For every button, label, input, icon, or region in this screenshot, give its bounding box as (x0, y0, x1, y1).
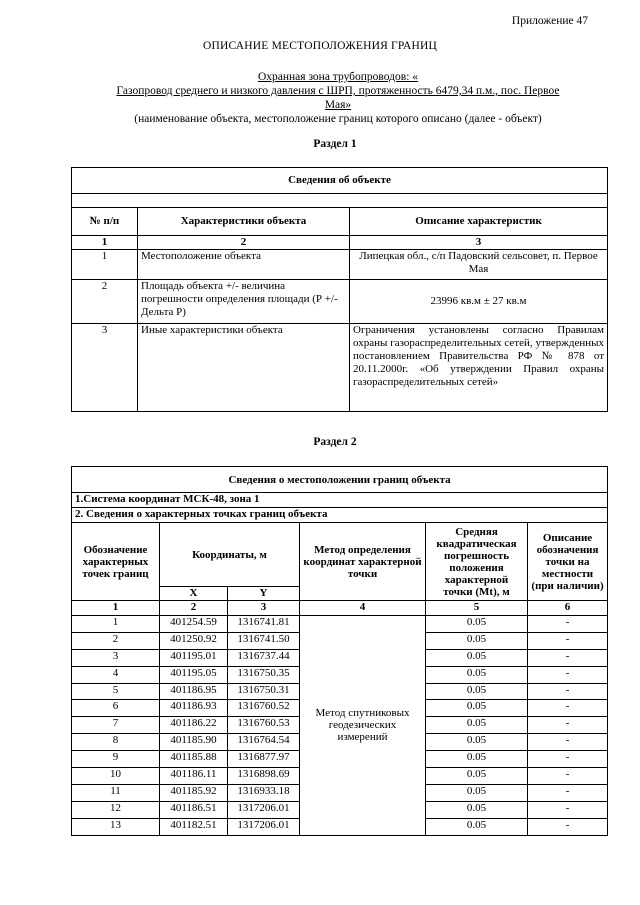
row-characteristic: Местоположение объекта (138, 250, 350, 280)
point-y: 1316741.50 (228, 632, 300, 649)
spacer-row (72, 194, 608, 208)
point-number: 7 (72, 717, 160, 734)
column-number: 1 (72, 601, 160, 616)
point-y: 1316877.97 (228, 751, 300, 768)
object-name-line-1: Охранная зона трубопроводов: « (257, 71, 419, 83)
point-x: 401186.93 (160, 700, 228, 717)
point-y: 1317206.01 (228, 801, 300, 818)
point-error: 0.05 (426, 632, 528, 649)
point-y: 1316898.69 (228, 768, 300, 785)
point-y: 1316737.44 (228, 649, 300, 666)
point-description: - (528, 649, 608, 666)
point-description: - (528, 700, 608, 717)
row-number: 3 (72, 324, 138, 412)
object-info-table (71, 167, 608, 412)
point-description: - (528, 801, 608, 818)
header-description: Описание характеристик (350, 208, 608, 236)
point-number: 8 (72, 734, 160, 751)
header-y: Y (228, 587, 300, 601)
point-description: - (528, 768, 608, 785)
point-y: 1316760.53 (228, 717, 300, 734)
column-number: 5 (426, 601, 528, 616)
point-x: 401182.51 (160, 818, 228, 835)
column-number: 2 (160, 601, 228, 616)
row-characteristic: Иные характеристики объекта (138, 324, 350, 412)
row-description: Ограничения установлены согласно Правилам охраны газораспределительных сетей, утвержденных постановлением Правительства РФ № 878 от 20.11.2000г. «Об утверждении Правил охраны газораспределительных сетей» (350, 324, 608, 412)
row-description: Липецкая обл., с/п Падовский сельсовет, п. Первое Мая (350, 250, 608, 280)
header-number: № п/п (72, 208, 138, 236)
point-y: 1316750.31 (228, 683, 300, 700)
point-x: 401250.92 (160, 632, 228, 649)
point-x: 401195.01 (160, 649, 228, 666)
point-number: 6 (72, 700, 160, 717)
header-method: Метод определения координат характерной точки (300, 523, 426, 601)
point-number: 13 (72, 818, 160, 835)
row-characteristic: Площадь объекта +/- величина погрешности определения площади (Р +/- Дельта Р) (138, 280, 350, 324)
point-x: 401185.90 (160, 734, 228, 751)
point-description: - (528, 632, 608, 649)
table-row (72, 280, 608, 324)
point-description: - (528, 784, 608, 801)
point-error: 0.05 (426, 768, 528, 785)
point-x: 401254.59 (160, 616, 228, 633)
coordinate-system: 1.Система координат МСК-48, зона 1 (72, 493, 608, 508)
header-designation: Обозначение характерных точек границ (72, 523, 160, 601)
point-number: 5 (72, 683, 160, 700)
row-number: 1 (72, 250, 138, 280)
point-y: 1316750.35 (228, 666, 300, 683)
header-coordinates: Координаты, м (160, 523, 300, 587)
boundary-points-table (71, 466, 608, 836)
point-number: 1 (72, 616, 160, 633)
table-row (72, 616, 608, 633)
document-title: ОПИСАНИЕ МЕСТОПОЛОЖЕНИЯ ГРАНИЦ (202, 40, 438, 52)
point-error: 0.05 (426, 818, 528, 835)
column-number: 3 (228, 601, 300, 616)
header-error: Средняя квадратическая погрешность положения характерной точки (Mt), м (426, 523, 528, 601)
row-description: 23996 кв.м ± 27 кв.м (350, 280, 608, 324)
object-name-line-3: Мая» (324, 99, 352, 111)
point-error: 0.05 (426, 717, 528, 734)
point-description: - (528, 666, 608, 683)
column-number: 1 (72, 236, 138, 250)
table-row (72, 324, 608, 412)
point-x: 401186.51 (160, 801, 228, 818)
point-x: 401186.11 (160, 768, 228, 785)
point-number: 10 (72, 768, 160, 785)
appendix-label: Приложение 47 (511, 15, 588, 27)
point-x: 401186.22 (160, 717, 228, 734)
points-section-title: 2. Сведения о характерных точках границ объекта (72, 508, 608, 523)
column-number: 4 (300, 601, 426, 616)
point-error: 0.05 (426, 649, 528, 666)
point-y: 1317206.01 (228, 818, 300, 835)
column-number: 2 (138, 236, 350, 250)
point-y: 1316760.52 (228, 700, 300, 717)
object-name-block (80, 70, 596, 126)
header-characteristics: Характеристики объекта (138, 208, 350, 236)
section-1-title: Раздел 1 (313, 138, 357, 150)
point-error: 0.05 (426, 734, 528, 751)
column-number: 3 (350, 236, 608, 250)
point-number: 11 (72, 784, 160, 801)
point-y: 1316764.54 (228, 734, 300, 751)
point-error: 0.05 (426, 751, 528, 768)
point-x: 401186.95 (160, 683, 228, 700)
point-x: 401185.92 (160, 784, 228, 801)
boundary-table-title: Сведения о местоположении границ объекта (72, 467, 608, 493)
point-y: 1316741.81 (228, 616, 300, 633)
point-number: 3 (72, 649, 160, 666)
object-info-table-title: Сведения об объекте (72, 168, 608, 194)
point-description: - (528, 616, 608, 633)
header-point-description: Описание обозначения точки на местности (при наличии) (528, 523, 608, 601)
object-name-line-2: Газопровод среднего и низкого давления с ШРП, протяженность 6479,34 п.м., пос. Первое (116, 85, 560, 97)
point-number: 9 (72, 751, 160, 768)
point-error: 0.05 (426, 616, 528, 633)
point-description: - (528, 683, 608, 700)
point-x: 401185.88 (160, 751, 228, 768)
point-number: 12 (72, 801, 160, 818)
object-name-caption: (наименование объекта, местоположение границ которого описано (далее - объект) (134, 113, 542, 125)
table-row (72, 250, 608, 280)
column-number: 6 (528, 601, 608, 616)
point-error: 0.05 (426, 700, 528, 717)
header-x: X (160, 587, 228, 601)
point-description: - (528, 751, 608, 768)
point-error: 0.05 (426, 683, 528, 700)
point-method: Метод спутниковых геодезических измерений (300, 616, 426, 836)
point-description: - (528, 717, 608, 734)
point-x: 401195.05 (160, 666, 228, 683)
point-error: 0.05 (426, 801, 528, 818)
point-description: - (528, 818, 608, 835)
point-description: - (528, 734, 608, 751)
point-error: 0.05 (426, 784, 528, 801)
point-number: 4 (72, 666, 160, 683)
point-number: 2 (72, 632, 160, 649)
section-2-title: Раздел 2 (313, 436, 357, 448)
point-error: 0.05 (426, 666, 528, 683)
row-number: 2 (72, 280, 138, 324)
point-y: 1316933.18 (228, 784, 300, 801)
